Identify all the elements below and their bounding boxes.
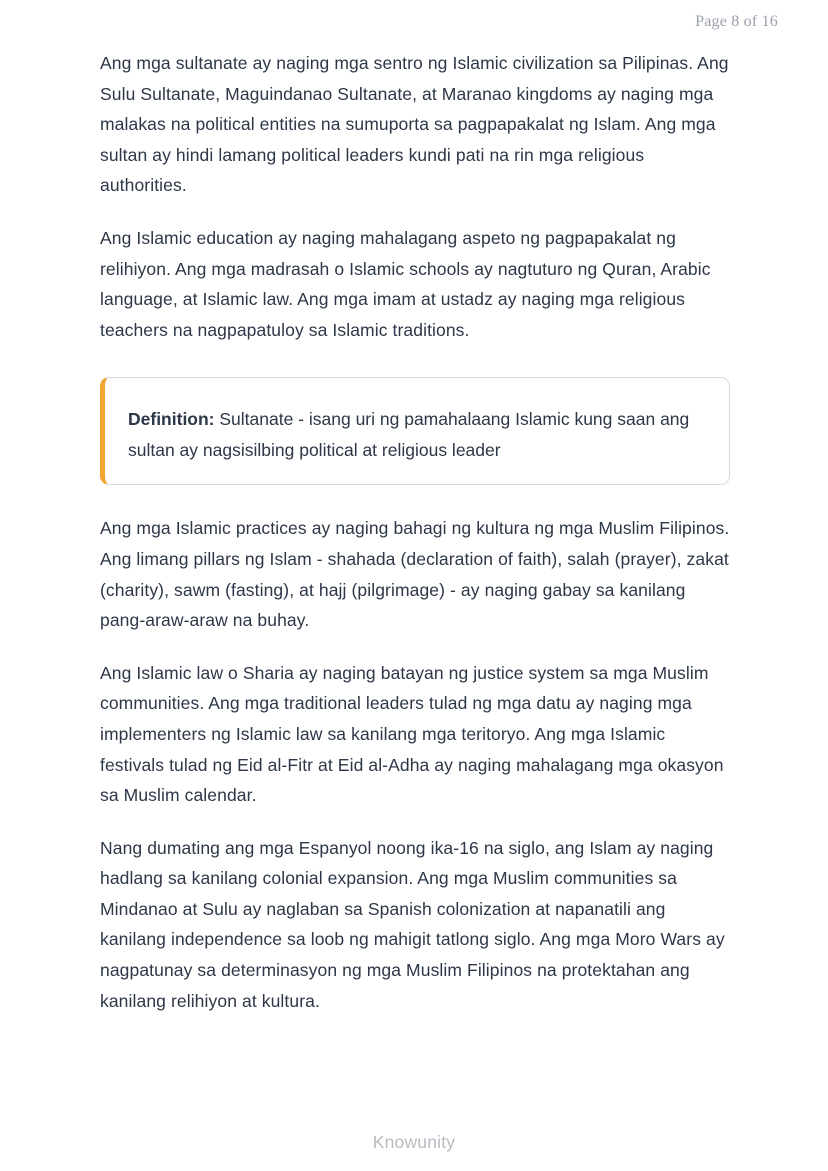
paragraph-islamic-practices: Ang mga Islamic practices ay naging bahagi ng kultura ng mga Muslim Filipinos. Ang limang pillars ng Islam - shahada (declaration of faith), salah (prayer), zakat (charity), sawm (fasting), at hajj (pilgrimage) - ay naging gabay sa kanilang pang-araw-araw na buhay. [100, 518, 730, 631]
paragraph-sultanates: Ang mga sultanate ay naging mga sentro ng Islamic civilization sa Pilipinas. Ang Sulu Sultanate, Maguindanao Sultanate, at Maranao kingdoms ay naging mga malakas na political entities na sumuporta sa pagpapakalat ng Islam. Ang mga sultan ay hindi lamang political leaders kundi pati na rin mga religious authorities. [100, 53, 729, 196]
paragraph-islamic-law: Ang Islamic law o Sharia ay naging batayan ng justice system sa mga Muslim communities. Ang mga traditional leaders tulad ng mga datu ay naging mga implementers ng Islamic law sa kanilang mga teritoryo. Ang mga Islamic festivals tulad ng Eid al-Fitr at Eid al-Adha ay naging mahalagang mga okasyon sa Muslim calendar. [100, 662, 724, 806]
page-indicator: Page 8 of 16 [695, 13, 778, 30]
definition-line [128, 404, 699, 465]
paragraph-islamic-education: Ang Islamic education ay naging mahalagang aspeto ng pagpapakalat ng relihiyon. Ang mga madrasah o Islamic schools ay nagtuturo ng Quran, Arabic language, at Islamic law. Ang mga imam at ustadz ay naging mga religious teachers na nagpapatuloy sa Islamic traditions. [100, 227, 711, 340]
definition-text: Sultanate - isang uri ng pamahalaang Islamic kung saan ang sultan ay nagsisilbing political at religious leader [128, 409, 690, 460]
definition-callout [100, 377, 730, 485]
definition-label: Definition: [128, 409, 215, 430]
paragraph-spanish-arrival: Nang dumating ang mga Espanyol noong ika-16 na siglo, ang Islam ay naging hadlang sa kanilang colonial expansion. Ang mga Muslim communities sa Mindanao at Sulu ay naglaban sa Spanish colonization at napanatili ang kanilang independence sa loob ng mahigit tatlong siglo. Ang mga Moro Wars ay nagpatunay sa determinasyon ng mga Muslim Filipinos na protektahan ang kanilang relihiyon at kultura. [100, 837, 725, 1011]
footer-brand: Knowunity [372, 1132, 456, 1152]
page-content [100, 48, 730, 1038]
